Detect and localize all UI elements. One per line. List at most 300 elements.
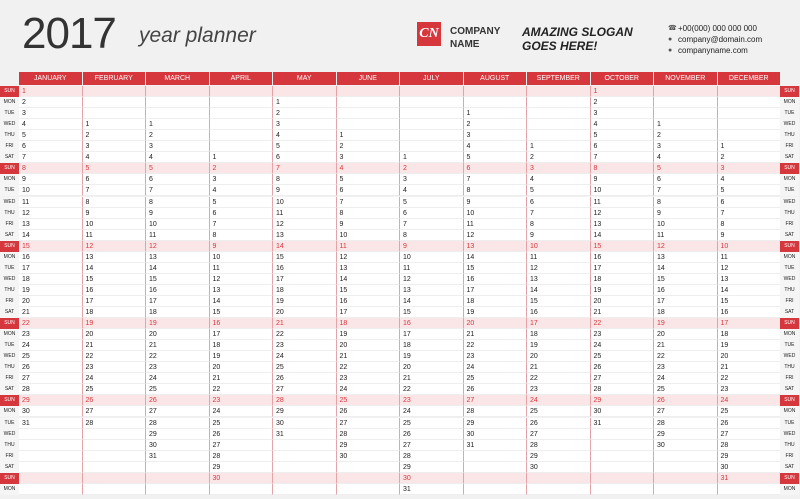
day-cell[interactable] [146,473,210,484]
day-cell[interactable] [400,141,464,152]
day-cell[interactable]: 26 [464,384,528,395]
day-cell[interactable]: 25 [210,418,274,429]
day-cell[interactable]: 11 [527,252,591,263]
day-cell[interactable] [527,473,591,484]
day-cell[interactable]: 9 [19,174,83,185]
day-cell[interactable]: 15 [146,274,210,285]
day-cell[interactable]: 8 [273,174,337,185]
day-cell[interactable]: 15 [19,241,83,252]
day-cell[interactable]: 4 [527,174,591,185]
day-cell[interactable]: 20 [718,351,782,362]
day-cell[interactable]: 1 [654,119,718,130]
day-cell[interactable]: 19 [337,329,401,340]
day-cell[interactable]: 24 [718,395,782,406]
day-cell[interactable]: 19 [273,296,337,307]
day-cell[interactable]: 31 [19,418,83,429]
day-cell[interactable]: 13 [337,263,401,274]
day-cell[interactable]: 3 [718,163,782,174]
day-cell[interactable]: 29 [273,406,337,417]
day-cell[interactable]: 3 [146,141,210,152]
day-cell[interactable]: 18 [527,329,591,340]
day-cell[interactable]: 3 [19,108,83,119]
day-cell[interactable]: 12 [83,241,147,252]
day-cell[interactable]: 19 [210,351,274,362]
day-cell[interactable]: 28 [210,451,274,462]
day-cell[interactable] [146,97,210,108]
day-cell[interactable]: 8 [210,230,274,241]
day-cell[interactable] [718,108,782,119]
day-cell[interactable]: 23 [654,362,718,373]
day-cell[interactable]: 25 [273,362,337,373]
day-cell[interactable]: 10 [464,208,528,219]
day-cell[interactable]: 13 [273,230,337,241]
day-cell[interactable]: 27 [400,440,464,451]
day-cell[interactable] [146,484,210,495]
day-cell[interactable]: 14 [210,296,274,307]
day-cell[interactable]: 2 [527,152,591,163]
day-cell[interactable]: 11 [19,197,83,208]
day-cell[interactable]: 18 [654,307,718,318]
day-cell[interactable] [464,97,528,108]
day-cell[interactable] [654,451,718,462]
day-cell[interactable]: 26 [654,395,718,406]
day-cell[interactable]: 28 [654,418,718,429]
day-cell[interactable] [654,462,718,473]
day-cell[interactable]: 13 [654,252,718,263]
day-cell[interactable]: 19 [464,307,528,318]
day-cell[interactable]: 16 [337,296,401,307]
day-cell[interactable]: 16 [146,285,210,296]
day-cell[interactable]: 1 [464,108,528,119]
day-cell[interactable]: 17 [83,296,147,307]
day-cell[interactable]: 9 [654,208,718,219]
day-cell[interactable] [19,451,83,462]
day-cell[interactable]: 17 [337,307,401,318]
day-cell[interactable]: 5 [83,163,147,174]
day-cell[interactable] [210,484,274,495]
day-cell[interactable]: 19 [83,318,147,329]
day-cell[interactable]: 12 [527,263,591,274]
day-cell[interactable]: 7 [654,185,718,196]
day-cell[interactable]: 18 [400,340,464,351]
day-cell[interactable]: 27 [591,373,655,384]
day-cell[interactable] [83,473,147,484]
day-cell[interactable]: 13 [146,252,210,263]
day-cell[interactable]: 22 [146,351,210,362]
day-cell[interactable]: 31 [400,484,464,495]
day-cell[interactable]: 11 [210,263,274,274]
day-cell[interactable]: 17 [210,329,274,340]
day-cell[interactable]: 1 [210,152,274,163]
day-cell[interactable]: 14 [654,263,718,274]
day-cell[interactable] [527,484,591,495]
day-cell[interactable]: 5 [654,163,718,174]
day-cell[interactable]: 9 [146,208,210,219]
day-cell[interactable]: 1 [146,119,210,130]
day-cell[interactable]: 15 [464,263,528,274]
day-cell[interactable] [210,130,274,141]
day-cell[interactable]: 4 [464,141,528,152]
day-cell[interactable] [400,108,464,119]
day-cell[interactable]: 23 [83,362,147,373]
day-cell[interactable]: 10 [210,252,274,263]
day-cell[interactable]: 15 [591,241,655,252]
day-cell[interactable] [273,451,337,462]
day-cell[interactable]: 28 [19,384,83,395]
day-cell[interactable]: 28 [337,429,401,440]
day-cell[interactable] [591,462,655,473]
day-cell[interactable]: 30 [654,440,718,451]
day-cell[interactable]: 10 [400,252,464,263]
day-cell[interactable]: 20 [210,362,274,373]
day-cell[interactable] [337,86,401,97]
day-cell[interactable]: 6 [464,163,528,174]
day-cell[interactable]: 7 [146,185,210,196]
day-cell[interactable] [19,440,83,451]
day-cell[interactable]: 17 [146,296,210,307]
day-cell[interactable]: 3 [654,141,718,152]
day-cell[interactable]: 14 [19,230,83,241]
day-cell[interactable]: 6 [273,152,337,163]
day-cell[interactable]: 2 [654,130,718,141]
day-cell[interactable] [83,97,147,108]
day-cell[interactable]: 3 [273,119,337,130]
day-cell[interactable]: 24 [527,395,591,406]
day-cell[interactable]: 8 [337,208,401,219]
day-cell[interactable] [146,462,210,473]
day-cell[interactable]: 28 [591,384,655,395]
day-cell[interactable]: 2 [210,163,274,174]
day-cell[interactable]: 1 [337,130,401,141]
day-cell[interactable]: 8 [464,185,528,196]
day-cell[interactable]: 13 [464,241,528,252]
day-cell[interactable]: 16 [210,318,274,329]
day-cell[interactable]: 27 [210,440,274,451]
day-cell[interactable]: 8 [83,197,147,208]
day-cell[interactable]: 20 [337,340,401,351]
day-cell[interactable]: 26 [718,418,782,429]
day-cell[interactable] [273,462,337,473]
day-cell[interactable]: 23 [19,329,83,340]
day-cell[interactable] [464,451,528,462]
day-cell[interactable] [591,473,655,484]
day-cell[interactable]: 22 [591,318,655,329]
day-cell[interactable]: 7 [464,174,528,185]
day-cell[interactable]: 11 [718,252,782,263]
day-cell[interactable]: 23 [527,384,591,395]
day-cell[interactable]: 15 [654,274,718,285]
day-cell[interactable] [337,108,401,119]
day-cell[interactable]: 6 [83,174,147,185]
day-cell[interactable] [83,440,147,451]
day-cell[interactable]: 15 [400,307,464,318]
day-cell[interactable]: 25 [718,406,782,417]
day-cell[interactable]: 29 [654,429,718,440]
day-cell[interactable]: 1 [400,152,464,163]
day-cell[interactable]: 10 [527,241,591,252]
day-cell[interactable]: 26 [527,418,591,429]
day-cell[interactable]: 12 [464,230,528,241]
day-cell[interactable]: 8 [654,197,718,208]
day-cell[interactable]: 26 [400,429,464,440]
day-cell[interactable]: 21 [527,362,591,373]
day-cell[interactable]: 9 [83,208,147,219]
day-cell[interactable]: 20 [273,307,337,318]
day-cell[interactable]: 16 [527,307,591,318]
day-cell[interactable]: 30 [273,418,337,429]
day-cell[interactable]: 14 [337,274,401,285]
day-cell[interactable]: 11 [591,197,655,208]
day-cell[interactable]: 24 [210,406,274,417]
day-cell[interactable]: 9 [464,197,528,208]
day-cell[interactable]: 28 [273,395,337,406]
day-cell[interactable]: 2 [146,130,210,141]
day-cell[interactable]: 25 [337,395,401,406]
day-cell[interactable]: 20 [19,296,83,307]
day-cell[interactable]: 29 [400,462,464,473]
day-cell[interactable] [591,484,655,495]
day-cell[interactable]: 24 [400,406,464,417]
day-cell[interactable]: 25 [464,373,528,384]
day-cell[interactable]: 29 [146,429,210,440]
day-cell[interactable]: 19 [718,340,782,351]
day-cell[interactable]: 24 [654,373,718,384]
day-cell[interactable]: 27 [146,406,210,417]
day-cell[interactable]: 18 [146,307,210,318]
day-cell[interactable]: 4 [400,185,464,196]
day-cell[interactable] [654,484,718,495]
day-cell[interactable]: 26 [146,395,210,406]
day-cell[interactable]: 29 [591,395,655,406]
day-cell[interactable]: 6 [19,141,83,152]
day-cell[interactable]: 3 [210,174,274,185]
day-cell[interactable]: 11 [83,230,147,241]
day-cell[interactable] [19,462,83,473]
day-cell[interactable]: 27 [273,384,337,395]
day-cell[interactable]: 4 [718,174,782,185]
day-cell[interactable]: 21 [591,307,655,318]
day-cell[interactable]: 17 [400,329,464,340]
day-cell[interactable]: 31 [591,418,655,429]
day-cell[interactable]: 14 [400,296,464,307]
day-cell[interactable]: 10 [654,219,718,230]
day-cell[interactable]: 19 [654,318,718,329]
day-cell[interactable]: 1 [19,86,83,97]
day-cell[interactable]: 2 [464,119,528,130]
day-cell[interactable]: 22 [337,362,401,373]
day-cell[interactable]: 3 [337,152,401,163]
day-cell[interactable] [591,429,655,440]
day-cell[interactable]: 16 [19,252,83,263]
day-cell[interactable]: 23 [464,351,528,362]
day-cell[interactable]: 29 [527,451,591,462]
day-cell[interactable]: 23 [337,373,401,384]
day-cell[interactable]: 25 [83,384,147,395]
day-cell[interactable]: 18 [337,318,401,329]
day-cell[interactable]: 31 [146,451,210,462]
day-cell[interactable]: 21 [654,340,718,351]
day-cell[interactable]: 8 [19,163,83,174]
day-cell[interactable]: 29 [19,395,83,406]
day-cell[interactable]: 15 [273,252,337,263]
day-cell[interactable] [210,97,274,108]
day-cell[interactable] [464,484,528,495]
day-cell[interactable] [83,429,147,440]
day-cell[interactable]: 28 [146,418,210,429]
day-cell[interactable]: 20 [464,318,528,329]
day-cell[interactable]: 13 [83,252,147,263]
day-cell[interactable]: 2 [273,108,337,119]
day-cell[interactable]: 27 [654,406,718,417]
day-cell[interactable]: 7 [591,152,655,163]
day-cell[interactable]: 18 [19,274,83,285]
day-cell[interactable] [337,473,401,484]
day-cell[interactable]: 10 [591,185,655,196]
day-cell[interactable]: 28 [464,406,528,417]
day-cell[interactable] [718,86,782,97]
day-cell[interactable]: 9 [273,185,337,196]
day-cell[interactable] [464,86,528,97]
day-cell[interactable] [83,108,147,119]
day-cell[interactable]: 5 [210,197,274,208]
day-cell[interactable] [718,484,782,495]
day-cell[interactable]: 12 [654,241,718,252]
day-cell[interactable]: 23 [210,395,274,406]
day-cell[interactable]: 7 [273,163,337,174]
day-cell[interactable]: 6 [654,174,718,185]
day-cell[interactable] [19,484,83,495]
day-cell[interactable] [83,484,147,495]
day-cell[interactable]: 26 [591,362,655,373]
day-cell[interactable]: 1 [83,119,147,130]
day-cell[interactable]: 12 [19,208,83,219]
day-cell[interactable]: 19 [527,340,591,351]
day-cell[interactable]: 24 [83,373,147,384]
day-cell[interactable]: 7 [19,152,83,163]
day-cell[interactable]: 22 [527,373,591,384]
day-cell[interactable]: 21 [718,362,782,373]
day-cell[interactable] [273,473,337,484]
day-cell[interactable] [273,86,337,97]
day-cell[interactable]: 22 [83,351,147,362]
day-cell[interactable]: 28 [718,440,782,451]
day-cell[interactable] [273,484,337,495]
day-cell[interactable] [337,484,401,495]
day-cell[interactable]: 6 [718,197,782,208]
day-cell[interactable]: 4 [210,185,274,196]
day-cell[interactable]: 24 [337,384,401,395]
day-cell[interactable] [654,86,718,97]
day-cell[interactable]: 2 [718,152,782,163]
day-cell[interactable] [400,119,464,130]
day-cell[interactable]: 29 [210,462,274,473]
day-cell[interactable]: 27 [337,418,401,429]
day-cell[interactable]: 21 [146,340,210,351]
day-cell[interactable]: 3 [400,174,464,185]
day-cell[interactable]: 25 [527,406,591,417]
day-cell[interactable]: 5 [464,152,528,163]
day-cell[interactable] [337,119,401,130]
day-cell[interactable]: 20 [591,296,655,307]
day-cell[interactable]: 22 [718,373,782,384]
day-cell[interactable] [210,86,274,97]
day-cell[interactable]: 4 [654,152,718,163]
day-cell[interactable] [83,451,147,462]
day-cell[interactable]: 6 [146,174,210,185]
day-cell[interactable]: 7 [400,219,464,230]
day-cell[interactable] [527,130,591,141]
day-cell[interactable]: 12 [146,241,210,252]
day-cell[interactable]: 28 [83,418,147,429]
day-cell[interactable]: 30 [337,451,401,462]
day-cell[interactable]: 29 [464,418,528,429]
day-cell[interactable]: 20 [83,329,147,340]
day-cell[interactable]: 30 [718,462,782,473]
day-cell[interactable]: 8 [591,163,655,174]
day-cell[interactable]: 7 [718,208,782,219]
day-cell[interactable]: 3 [591,108,655,119]
day-cell[interactable]: 23 [273,340,337,351]
day-cell[interactable]: 16 [464,274,528,285]
day-cell[interactable] [337,462,401,473]
day-cell[interactable]: 12 [273,219,337,230]
day-cell[interactable]: 9 [527,230,591,241]
day-cell[interactable]: 21 [464,329,528,340]
day-cell[interactable]: 5 [718,185,782,196]
day-cell[interactable]: 27 [527,429,591,440]
day-cell[interactable]: 6 [337,185,401,196]
day-cell[interactable]: 23 [591,329,655,340]
day-cell[interactable]: 19 [146,318,210,329]
day-cell[interactable]: 3 [464,130,528,141]
day-cell[interactable]: 15 [337,285,401,296]
day-cell[interactable]: 9 [400,241,464,252]
day-cell[interactable]: 16 [83,285,147,296]
day-cell[interactable]: 24 [464,362,528,373]
day-cell[interactable]: 2 [591,97,655,108]
day-cell[interactable]: 21 [337,351,401,362]
day-cell[interactable]: 30 [527,462,591,473]
day-cell[interactable]: 22 [654,351,718,362]
day-cell[interactable]: 17 [273,274,337,285]
day-cell[interactable]: 23 [400,395,464,406]
day-cell[interactable]: 18 [210,340,274,351]
day-cell[interactable]: 17 [654,296,718,307]
day-cell[interactable] [654,108,718,119]
day-cell[interactable]: 15 [718,296,782,307]
day-cell[interactable]: 13 [718,274,782,285]
day-cell[interactable]: 1 [273,97,337,108]
day-cell[interactable]: 4 [273,130,337,141]
day-cell[interactable] [83,462,147,473]
day-cell[interactable]: 17 [464,285,528,296]
day-cell[interactable]: 13 [19,219,83,230]
day-cell[interactable]: 10 [337,230,401,241]
day-cell[interactable] [146,86,210,97]
day-cell[interactable] [400,86,464,97]
day-cell[interactable]: 1 [527,141,591,152]
day-cell[interactable]: 27 [464,395,528,406]
day-cell[interactable]: 27 [19,373,83,384]
day-cell[interactable]: 17 [718,318,782,329]
day-cell[interactable]: 3 [527,163,591,174]
day-cell[interactable] [210,141,274,152]
day-cell[interactable]: 15 [210,307,274,318]
day-cell[interactable]: 7 [210,219,274,230]
day-cell[interactable]: 22 [210,384,274,395]
day-cell[interactable]: 4 [146,152,210,163]
day-cell[interactable]: 9 [337,219,401,230]
